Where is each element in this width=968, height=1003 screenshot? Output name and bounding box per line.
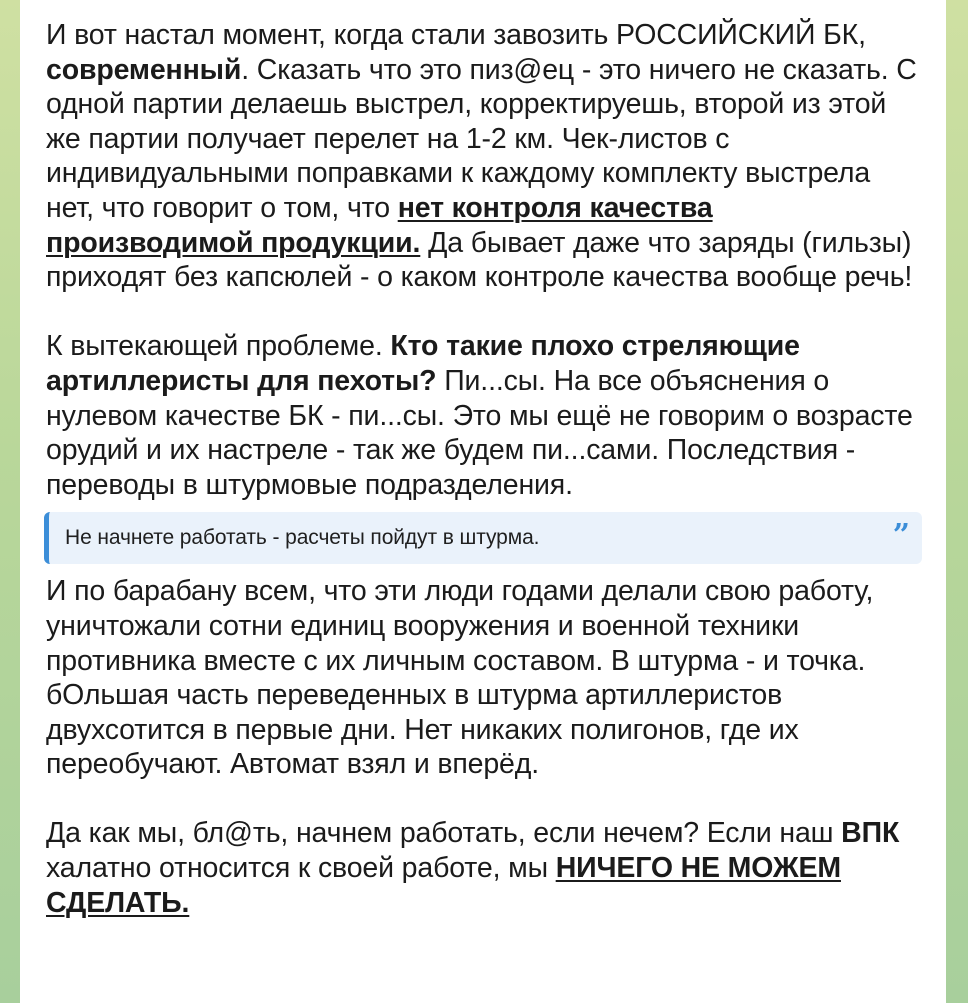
text-span: халатно относится к своей работе, мы xyxy=(46,852,556,885)
message-paragraph-4 xyxy=(46,816,924,920)
message-paragraph-3: И по барабану всем, что эти люди годами делали свою работу, уничтожали сотни единиц вооружения и военной техники противника вместе с их личным составом. В штурма - и точка. бОльшая часть переведенных в штурма артиллеристов двухсотится в первые дни. Нет никаких полигонов, где их переобучают. Автомат взял и вперёд. xyxy=(46,575,874,781)
text-span: К вытекающей проблеме. xyxy=(46,330,391,363)
quote-mark-icon: ” xyxy=(892,518,910,554)
bold-text: Кто такие плохо стреляющие артиллеристы для пехоты? xyxy=(46,330,800,397)
text-span: Да бывает даже что заряды (гильзы) приходят без капсюлей - о каком контроле качества вообще речь! xyxy=(46,226,913,294)
bold-text: современный xyxy=(46,53,242,86)
text-span: Пи...сы. На все объяснения о нулевом качестве БК - пи...сы. Это мы ещё не говорим о возрасте орудий и их настреле - так же будем пи...сами. Последствия - переводы в штурмовые подразделения. xyxy=(46,364,913,501)
bold-text: ВПК xyxy=(841,817,900,850)
underlined-text: нет контроля качества производимой продукции. xyxy=(46,191,713,259)
underlined-text: НИЧЕГО НЕ МОЖЕМ СДЕЛАТЬ. xyxy=(46,852,841,919)
text-span: И вот настал момент, когда стали завозить РОССИЙСКИЙ БК, xyxy=(46,19,866,51)
blockquote-text: Не начнете работать - расчеты пойдут в штурма. xyxy=(65,526,540,550)
blockquote[interactable] xyxy=(44,512,922,564)
text-span: . Сказать что это пиз@ец - это ничего не сказать. С одной партии делаешь выстрел, корректируешь, второй из этой же партии получает перелет на 1-2 км. Чек-листов с индивидуальными поправками к каждому комплекту выстрела нет, что говорит о том, что xyxy=(46,53,917,224)
text-span: Да как мы, бл@ть, начнем работать, если нечем? Если наш xyxy=(46,817,842,850)
message-paragraph-1 xyxy=(46,18,924,295)
message-paragraph-2 xyxy=(46,329,924,502)
message-bubble xyxy=(20,0,946,1003)
